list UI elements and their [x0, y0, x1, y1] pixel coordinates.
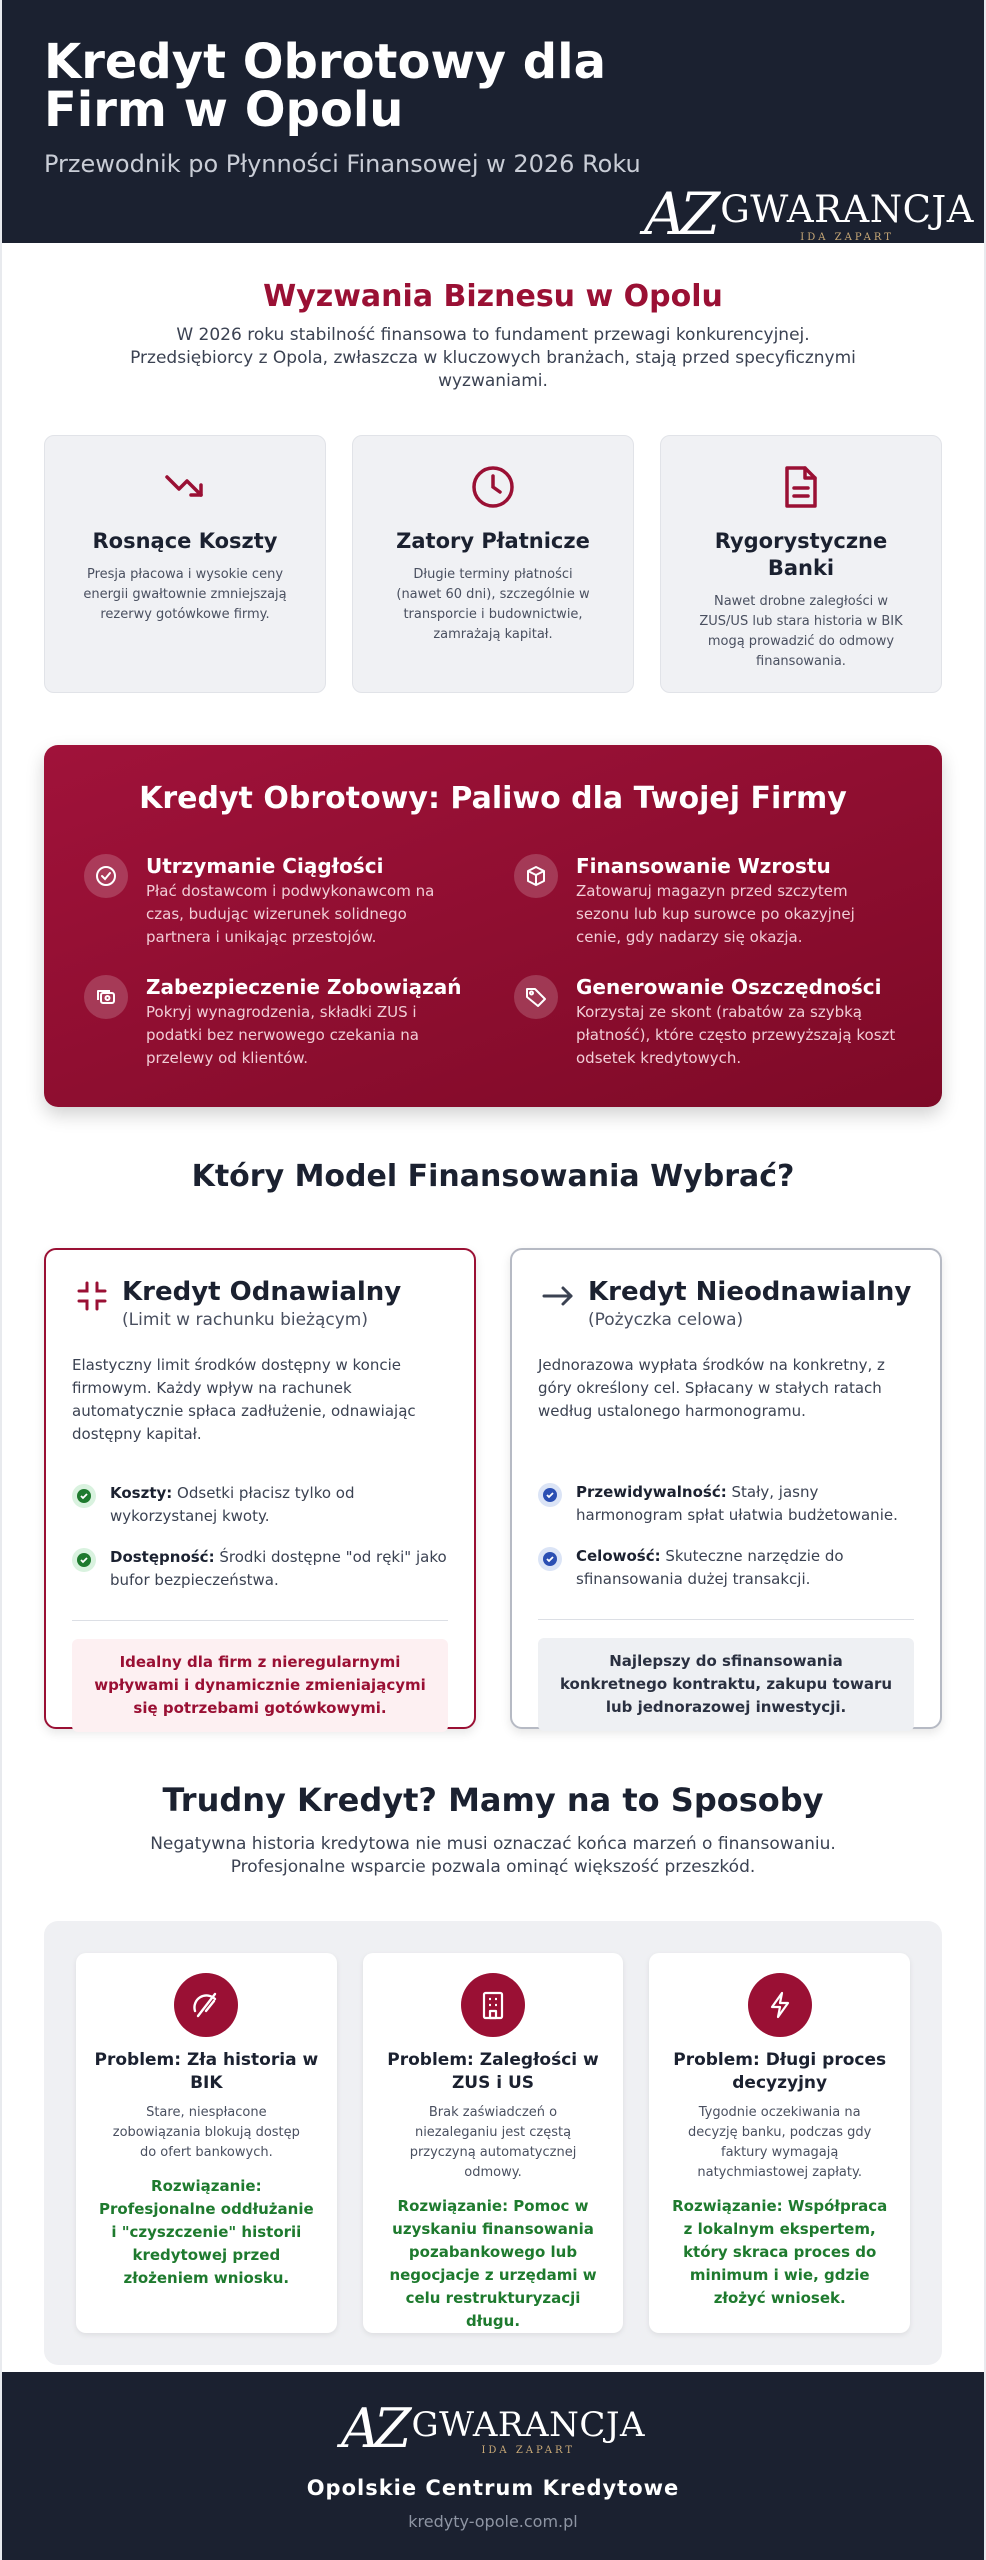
benefit-item [514, 854, 904, 949]
benefit-title: Finansowanie Wzrostu [576, 854, 831, 878]
footer [2, 2372, 984, 2560]
clock-icon [353, 464, 633, 510]
page-subtitle: Przewodnik po Płynności Finansowej w 2026 Roku [44, 150, 641, 178]
hard-credit-intro: Negatywna historia kredytowa nie musi oznaczać końca marzeń o finansowaniu. Profesjonalne wsparcie pozwala ominąć większość przeszkód. [150, 1834, 836, 1877]
benefit-text: Korzystaj ze skont (rabatów za szybką płatność), które często przewyższają koszt odsetek kredytowych. [576, 1003, 896, 1067]
problem-card [649, 1953, 910, 2333]
benefit-title: Utrzymanie Ciągłości [146, 854, 384, 878]
feature-text: Skuteczne narzędzie do sfinansowania dużej transakcji. [576, 1547, 844, 1588]
check-icon [72, 1484, 96, 1508]
challenge-card [660, 435, 942, 693]
problem-text: Tygodnie oczekiwania na decyzję banku, podczas gdy faktury wymagają natychmiastowej zapłaty. [688, 2105, 872, 2180]
problem-card [363, 1953, 624, 2333]
challenge-text: Długie terminy płatności (nawet 60 dni), szczególnie w transporcie i budownictwie, zamrażają kapitał. [396, 567, 590, 642]
problem-title: Problem: Zaległości w ZUS i US [387, 2050, 599, 2093]
logo-mark: AZ [644, 180, 715, 248]
challenge-cards [2, 435, 984, 693]
benefit-text: Pokryj wynagrodzenia, składki ZUS i podatki bez nerwowego czekania na przelewy od klientów. [146, 1003, 419, 1067]
card-header [538, 1276, 914, 1330]
check-icon [538, 1483, 562, 1507]
feature-item [538, 1481, 914, 1527]
trending-down-icon [45, 464, 325, 510]
feature-text: Odsetki płacisz tylko od wykorzystanej kwoty. [110, 1484, 355, 1525]
challenge-text: Nawet drobne zaległości w ZUS/US lub stara historia w BIK mogą prowadzić do odmowy finansowania. [699, 594, 903, 669]
logo-brand [411, 2407, 645, 2456]
compare-title: Który Model Finansowania Wybrać? [191, 1159, 795, 1194]
feature-item [538, 1545, 914, 1591]
brand-logo[interactable] [644, 76, 974, 248]
solution-text: Rozwiązanie: Profesjonalne oddłużanie i "czyszczenie" historii kredytowej przed złożeniem wniosku. [99, 2177, 314, 2287]
benefit-text: Zatowaruj magazyn przed szczytem sezonu lub kup surowce po okazyjnej cenie, gdy nadarzy się okazja. [576, 882, 855, 946]
card-subtitle: (Pożyczka celowa) [588, 1310, 744, 1330]
feature-label: Dostępność: [110, 1548, 215, 1566]
benefit-item [514, 975, 904, 1070]
card-description: Elastyczny limit środków dostępny w koncie firmowym. Każdy wpływ na rachunek automatycznie spłaca zadłużenie, odnawiając dostępny kapitał. [72, 1356, 416, 1443]
challenge-title: Rosnące Koszty [92, 529, 278, 553]
page-title: Kredyt Obrotowy dla Firm w Opolu [44, 34, 607, 138]
feature-label: Koszty: [110, 1484, 173, 1502]
problem-title: Problem: Zła historia w BIK [94, 2050, 319, 2093]
feature-text: Środki dostępne "od ręki" jako bufor bezpieczeństwa. [110, 1548, 447, 1589]
building-icon [461, 1973, 525, 2037]
lightning-icon [748, 1973, 812, 2037]
feature-text: Stały, jasny harmonogram spłat ułatwia budżetowanie. [576, 1483, 898, 1524]
solution-text: Rozwiązanie: Pomoc w uzyskaniu finansowania pozabankowego lub negocjacje z urzędami w celu restrukturyzacji długu. [389, 2197, 597, 2330]
card-subtitle: (Limit w rachunku bieżącym) [122, 1310, 368, 1330]
benefits-title: Kredyt Obrotowy: Paliwo dla Twojej Firmy [139, 781, 847, 816]
benefit-title: Zabezpieczenie Zobowiązań [146, 975, 462, 999]
hard-credit-title: Trudny Kredyt? Mamy na to Sposoby [162, 1781, 824, 1819]
broken-gauge-icon [174, 1973, 238, 2037]
problem-text: Brak zaświadczeń o niezaleganiu jest częstą przyczyną automatycznej odmowy. [409, 2105, 577, 2180]
logo-name: GWARANCJA [411, 2405, 646, 2445]
challenges-header [2, 243, 984, 393]
page [2, 0, 984, 2560]
challenges-title: Wyzwania Biznesu w Opolu [263, 279, 723, 314]
card-callout: Idealny dla firm z nieregularnymi wpływami i dynamicznie zmieniającymi się potrzebami gotówkowymi. [72, 1639, 448, 1732]
feature-label: Przewidywalność: [576, 1483, 727, 1501]
problem-cards [44, 1921, 942, 2365]
hard-credit-section [2, 1781, 984, 2365]
compare-section [2, 1159, 984, 1729]
box-icon [514, 854, 558, 898]
card-title: Kredyt Nieodnawialny [588, 1277, 912, 1307]
divider [72, 1620, 448, 1621]
footer-logo[interactable] [2, 2397, 984, 2460]
check-circle-icon [84, 854, 128, 898]
check-icon [538, 1547, 562, 1571]
cash-icon [84, 975, 128, 1019]
divider [538, 1619, 914, 1620]
logo-mark: AZ [340, 2397, 406, 2460]
feature-item [72, 1482, 448, 1528]
footer-url-link[interactable]: kredyty-opole.com.pl [408, 2512, 578, 2531]
card-callout: Najlepszy do sfinansowania konkretnego kontraktu, zakupu towaru lub jednorazowej inwestycji. [538, 1638, 914, 1731]
benefits-section [44, 745, 942, 1107]
card-description: Jednorazowa wypłata środków na konkretny, z góry określony cel. Spłacany w stałych ratach według ustalonego harmonogramu. [538, 1356, 885, 1420]
hard-credit-header [2, 1781, 984, 1879]
feature-label: Celowość: [576, 1547, 661, 1565]
problem-title: Problem: Długi proces decyzyjny [673, 2050, 887, 2093]
problem-text: Stare, niespłacone zobowiązania blokują dostęp do ofert bankowych. [112, 2105, 300, 2160]
benefit-item [84, 975, 474, 1070]
challenge-title: Rygorystyczne Banki [714, 529, 888, 580]
logo-brand [720, 190, 974, 243]
logo-owner: IDA ZAPART [800, 232, 894, 243]
nonrevolving-card [510, 1248, 942, 1729]
benefit-title: Generowanie Oszczędności [576, 975, 882, 999]
benefit-text: Płać dostawcom i podwykonawcom na czas, budując wizerunek solidnego partnera i unikając przestojów. [146, 882, 435, 946]
challenge-card [352, 435, 634, 693]
collapse-arrows-icon [72, 1276, 112, 1316]
card-header [72, 1276, 448, 1330]
compare-cards [2, 1248, 984, 1729]
challenge-text: Presja płacowa i wysokie ceny energii gwałtownie zmniejszają rezerwy gotówkowe firmy. [83, 567, 287, 622]
logo-name: GWARANCJA [720, 188, 974, 231]
card-title: Kredyt Odnawialny [122, 1277, 402, 1307]
tag-icon [514, 975, 558, 1019]
challenges-intro: W 2026 roku stabilność finansowa to fundament przewagi konkurencyjnej. Przedsiębiorcy z Opola, zwłaszcza w kluczowych branżach, stają przed specyficznymi wyzwaniami. [130, 325, 856, 391]
header-text [44, 34, 644, 243]
revolving-card [44, 1248, 476, 1729]
challenge-card [44, 435, 326, 693]
document-icon [661, 464, 941, 510]
benefits-grid [44, 816, 942, 1070]
solution-text: Rozwiązanie: Współpraca z lokalnym ekspertem, który skraca proces do minimum i wie, gdzie złożyć wniosek. [672, 2197, 888, 2307]
arrow-right-icon [538, 1276, 578, 1316]
check-icon [72, 1548, 96, 1572]
header [2, 0, 984, 248]
footer-company: Opolskie Centrum Kredytowe [306, 2476, 680, 2500]
problem-card [76, 1953, 337, 2333]
logo-owner: IDA ZAPART [481, 2445, 576, 2456]
benefit-item [84, 854, 474, 949]
feature-item [72, 1546, 448, 1592]
challenges-section [2, 243, 984, 693]
challenge-title: Zatory Płatnicze [396, 529, 590, 553]
